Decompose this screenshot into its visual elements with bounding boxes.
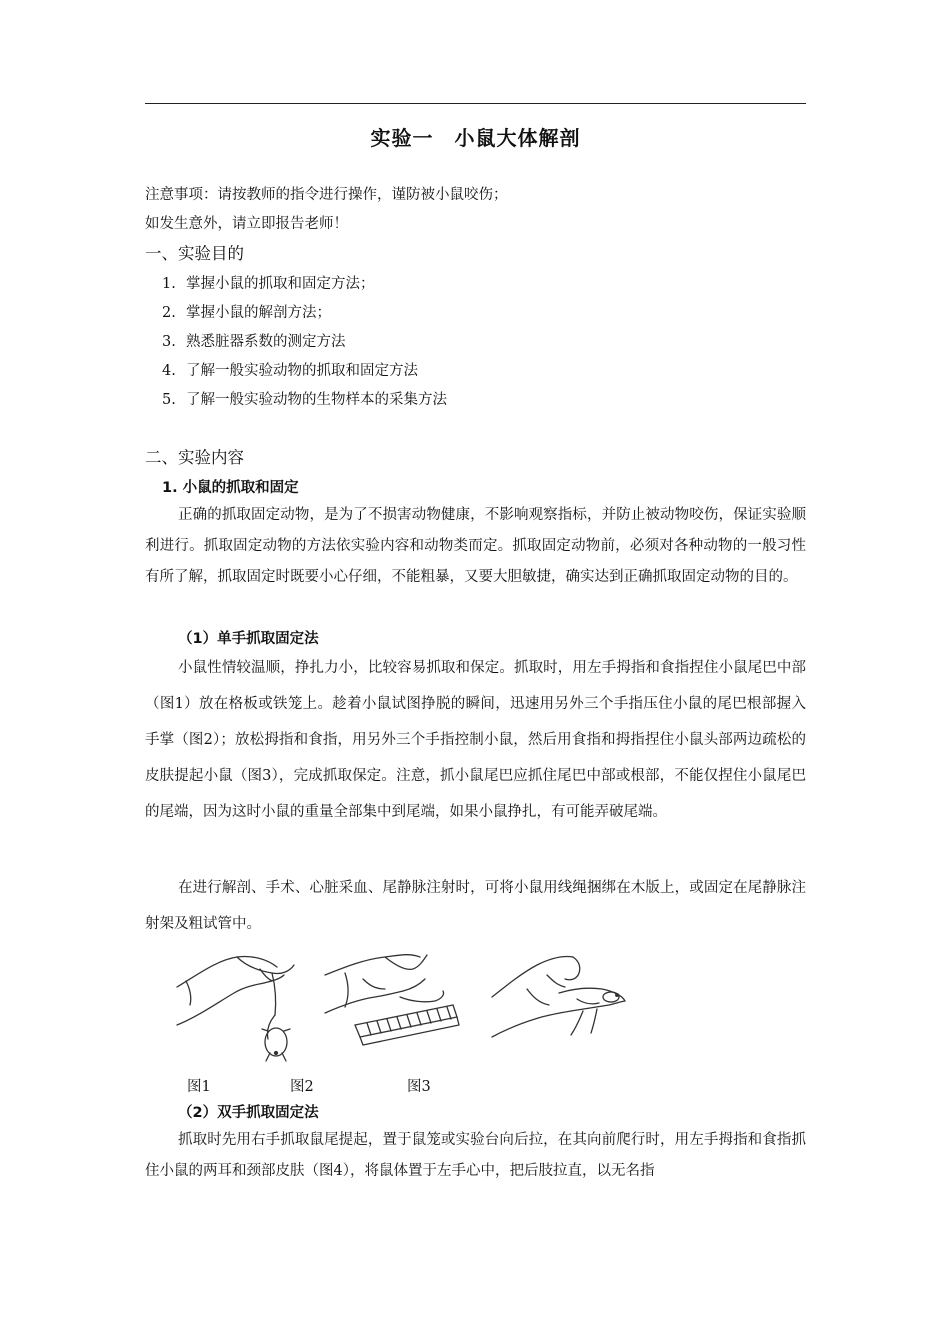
list-item bbox=[162, 272, 375, 293]
subsection-heading: 1. 小鼠的抓取和固定 bbox=[162, 480, 299, 496]
method1-heading: （1）单手抓取固定法 bbox=[178, 631, 319, 647]
notice-line-1: 注意事项：请按教师的指令进行操作，谨防被小鼠咬伤； bbox=[145, 187, 508, 203]
method1-paragraph: 小鼠性情较温顺，挣扎力小，比较容易抓取和保定。抓取时，用左手拇指和食指捏住小鼠尾巴中部（图1）放在格板或铁笼上。趁着小鼠试图挣脱的瞬间，迅速用另外三个手指压住小鼠的尾巴根部握入手掌（图2）；放松拇指和食指，用另外三个手指控制小鼠，然后用食指和拇指捏住小鼠头部两边疏松的皮肤提起小鼠（图3），完成抓取保定。注意，抓小鼠尾巴应抓住尾巴中部或根部，不能仅捏住小鼠尾巴的尾端，因为这时小鼠的重量全部集中到尾端，如果小鼠挣扎，有可能弄破尾端。 bbox=[145, 660, 806, 820]
figure-3-caption: 图3 bbox=[407, 1079, 431, 1095]
list-item-number: 1. bbox=[162, 276, 176, 292]
figure-1-illustration bbox=[172, 945, 302, 1063]
list-item bbox=[162, 388, 447, 409]
section2-heading: 二、实验内容 bbox=[145, 448, 244, 467]
header-rule bbox=[145, 103, 806, 104]
page-title: 实验一 小鼠大体解剖 bbox=[370, 126, 581, 150]
section1-heading: 一、实验目的 bbox=[145, 244, 244, 263]
list-item bbox=[162, 330, 346, 351]
intro-paragraph: 正确的抓取固定动物，是为了不损害动物健康，不影响观察指标，并防止被动物咬伤，保证实验顺利进行。抓取固定动物的方法依实验内容和动物类而定。抓取固定动物前，必须对各种动物的一般习性有所了解，抓取固定时既要小心仔细，不能粗暴，又要大胆敏捷，确实达到正确抓取固定动物的目的。 bbox=[145, 507, 806, 585]
method1-paragraph-2: 在进行解剖、手术、心脏采血、尾静脉注射时，可将小鼠用线绳捆绑在木版上，或固定在尾静脉注射架及粗试管中。 bbox=[145, 880, 806, 932]
list-item-number: 4. bbox=[162, 363, 176, 379]
list-item-text: 掌握小鼠的抓取和固定方法； bbox=[186, 276, 375, 292]
method2-paragraph: 抓取时先用右手抓取鼠尾提起，置于鼠笼或实验台向后拉，在其向前爬行时，用左手拇指和食指抓住小鼠的两耳和颈部皮肤（图4），将鼠体置于左手心中，把后肢拉直，以无名指 bbox=[145, 1132, 806, 1179]
method2-heading: （2）双手抓取固定法 bbox=[178, 1105, 319, 1121]
list-item-number: 5. bbox=[162, 392, 176, 408]
list-item bbox=[162, 359, 418, 380]
figure-3-illustration bbox=[487, 945, 632, 1063]
list-item-number: 3. bbox=[162, 334, 176, 350]
figure-2-illustration bbox=[315, 945, 465, 1063]
list-item-number: 2. bbox=[162, 305, 176, 321]
figure-2-caption: 图2 bbox=[290, 1079, 314, 1095]
list-item-text: 了解一般实验动物的抓取和固定方法 bbox=[186, 363, 418, 379]
list-item-text: 了解一般实验动物的生物样本的采集方法 bbox=[186, 392, 447, 408]
list-item-text: 熟悉脏器系数的测定方法 bbox=[186, 334, 346, 350]
list-item-text: 掌握小鼠的解剖方法； bbox=[186, 305, 331, 321]
notice-line-2: 如发生意外，请立即报告老师！ bbox=[145, 216, 348, 232]
figure-1-caption: 图1 bbox=[187, 1079, 211, 1095]
list-item bbox=[162, 301, 331, 322]
